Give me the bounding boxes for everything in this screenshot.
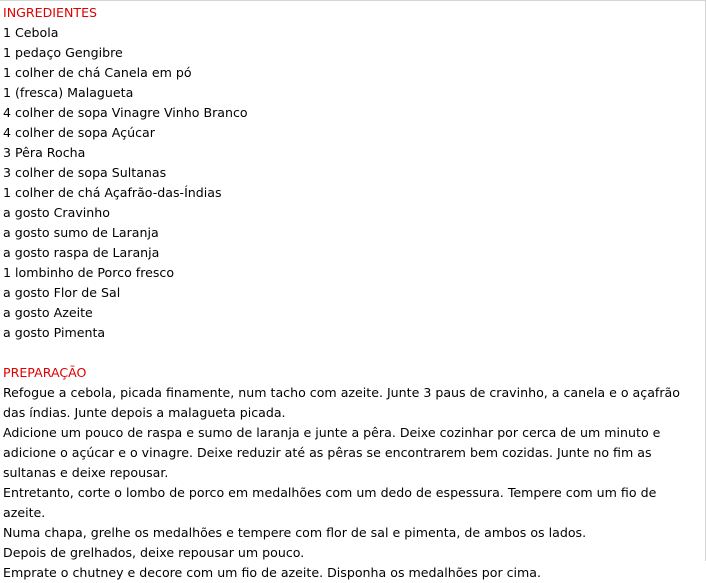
ingredients-heading: INGREDIENTES — [3, 5, 98, 20]
ingredient-item: 3 colher de sopa Sultanas — [3, 165, 167, 180]
ingredient-item: 1 (fresca) Malagueta — [3, 85, 134, 100]
preparation-heading: PREPARAÇÃO — [3, 365, 87, 380]
ingredient-item: a gosto Azeite — [3, 305, 93, 320]
preparation-step: Depois de grelhados, deixe repousar um pouco. — [3, 545, 305, 560]
ingredient-item: 1 colher de chá Açafrão-das-Índias — [3, 185, 222, 200]
ingredient-item: a gosto raspa de Laranja — [3, 245, 160, 260]
preparation-step: Refogue a cebola, picada finamente, num tacho com azeite. Junte 3 paus de cravinho, a canela e o açafrão das índias. Junte depois a malagueta picada. — [3, 385, 680, 420]
ingredient-item: 1 Cebola — [3, 25, 59, 40]
ingredient-item: a gosto Flor de Sal — [3, 285, 121, 300]
ingredient-item: 4 colher de sopa Vinagre Vinho Branco — [3, 105, 248, 120]
ingredient-item: 1 colher de chá Canela em pó — [3, 65, 192, 80]
ingredient-item: a gosto Pimenta — [3, 325, 106, 340]
ingredient-item: a gosto sumo de Laranja — [3, 225, 159, 240]
preparation-step: Emprate o chutney e decore com um fio de azeite. Disponha os medalhões por cima. — [3, 565, 542, 580]
ingredient-item: a gosto Cravinho — [3, 205, 110, 220]
preparation-step: Adicione um pouco de raspa e sumo de laranja e junte a pêra. Deixe cozinhar por cerca de um minuto e adicione o açúcar e o vinagre. Deixe reduzir até as pêras se encontrarem bem cozidas. Junte no fim as sultanas e deixe repousar. — [3, 425, 661, 480]
ingredient-item: 3 Pêra Rocha — [3, 145, 86, 160]
preparation-step: Numa chapa, grelhe os medalhões e tempere com flor de sal e pimenta, de ambos os lados. — [3, 525, 587, 540]
ingredient-item: 1 lombinho de Porco fresco — [3, 265, 175, 280]
section-spacer — [3, 343, 701, 363]
ingredient-item: 1 pedaço Gengibre — [3, 45, 123, 60]
ingredients-list — [3, 23, 701, 343]
preparation-steps — [3, 383, 701, 583]
preparation-step: Entretanto, corte o lombo de porco em medalhões com um dedo de espessura. Tempere com um fio de azeite. — [3, 485, 657, 520]
ingredient-item: 4 colher de sopa Açúcar — [3, 125, 155, 140]
